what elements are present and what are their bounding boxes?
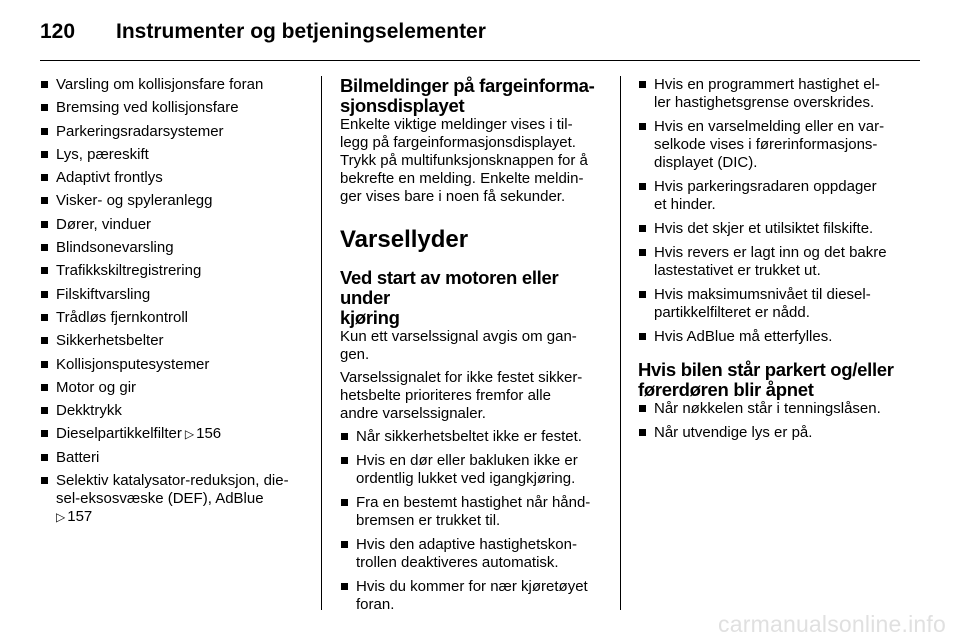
list-item: Bremsing ved kollisjonsfare xyxy=(40,99,312,117)
list-item xyxy=(340,428,608,446)
column-divider-left xyxy=(321,76,322,610)
page-ref-link[interactable]: 157 xyxy=(67,508,93,526)
list-item xyxy=(638,76,908,112)
page-header xyxy=(40,16,920,56)
text-line: Hvis det skjer et utilsiktet filskifte. xyxy=(654,220,874,237)
list-item: Sikkerhetsbelter xyxy=(40,332,312,350)
list-item: Dekktrykk xyxy=(40,402,312,420)
section-heading-messages xyxy=(340,76,608,116)
heading-line: Ved start av motoren eller under xyxy=(340,267,559,308)
katalysator-line: sel-eksosvæske (DEF), AdBlue xyxy=(56,490,264,508)
list-item: Filskiftvarsling xyxy=(40,286,312,304)
list-item xyxy=(638,118,908,172)
list-item xyxy=(340,494,608,530)
paragraph xyxy=(340,116,608,206)
list-item: Adaptivt frontlys xyxy=(40,169,312,187)
heading-line: Bilmeldinger på fargeinforma- xyxy=(340,75,595,96)
list-item: Visker- og spyleranlegg xyxy=(40,192,312,210)
page-title: Instrumenter og betjeningselementer xyxy=(116,20,486,43)
text-line: Når utvendige lys er på. xyxy=(654,424,813,441)
text-line: partikkelfilteret er nådd. xyxy=(654,304,810,321)
heading-line: Hvis bilen står parkert og/eller xyxy=(638,359,894,380)
watermark: carmanualsonline.info xyxy=(718,611,946,637)
sub-heading-parked xyxy=(638,360,908,400)
text-line: Hvis en programmert hastighet el- xyxy=(654,76,880,93)
text-line: hetsbelte prioriteres fremfor alle xyxy=(340,387,551,404)
list-item: Lys, pæreskift xyxy=(40,146,312,164)
list-item xyxy=(340,578,608,614)
sub-heading xyxy=(340,268,608,328)
text-line: et hinder. xyxy=(654,196,716,213)
list-item xyxy=(638,178,908,214)
text-line: Hvis maksimumsnivået til diesel- xyxy=(654,286,871,303)
list-item xyxy=(638,328,908,346)
list-item xyxy=(340,536,608,572)
list-item xyxy=(638,220,908,238)
list-item: Dører, vinduer xyxy=(40,216,312,234)
diesel-label: Dieselpartikkelfilter xyxy=(56,425,182,443)
text-line: Når sikkerhetsbeltet ikke er festet. xyxy=(356,428,582,445)
text-line: ger vises bare i noen få sekunder. xyxy=(340,188,566,205)
text-line: Hvis en dør eller bakluken ikke er xyxy=(356,452,578,469)
warning-list-continued xyxy=(638,76,908,346)
column-1 xyxy=(40,76,312,531)
heading-line: kjøring xyxy=(340,307,400,328)
list-item: Blindsonevarsling xyxy=(40,239,312,257)
list-item: Varsling om kollisjonsfare foran xyxy=(40,76,312,94)
list-item: Trafikkskiltregistrering xyxy=(40,262,312,280)
katalysator-line: Selektiv katalysator-reduksjon, die- xyxy=(56,472,289,490)
header-divider xyxy=(40,60,920,61)
column-3 xyxy=(638,76,908,448)
warning-list xyxy=(340,428,608,614)
text-line: ler hastighetsgrense overskrides. xyxy=(654,94,875,111)
column-divider-right xyxy=(620,76,621,610)
text-line: Hvis du kommer for nær kjøretøyet xyxy=(356,578,588,595)
list-item: Trådløs fjernkontroll xyxy=(40,309,312,327)
parked-list xyxy=(638,400,908,442)
list-item xyxy=(638,244,908,280)
list-item: Parkeringsradarsystemer xyxy=(40,123,312,141)
page-ref-link[interactable]: 156 xyxy=(196,425,222,443)
text-line: Hvis AdBlue må etterfylles. xyxy=(654,328,833,345)
text-line: lastestativet er trukket ut. xyxy=(654,262,821,279)
page-number: 120 xyxy=(40,20,76,43)
text-line: Kun ett varselssignal avgis om gan- xyxy=(340,328,577,345)
text-line: trollen deaktiveres automatisk. xyxy=(356,554,559,571)
list-item: Motor og gir xyxy=(40,379,312,397)
text-line: Trykk på multifunksjonsknappen for å xyxy=(340,152,588,169)
page-ref-arrow-icon: ▷ xyxy=(56,510,66,525)
paragraph xyxy=(340,328,608,364)
text-line: Hvis revers er lagt inn og det bakre xyxy=(654,244,887,261)
text-line: Hvis parkeringsradaren oppdager xyxy=(654,178,877,195)
list-item xyxy=(638,400,908,418)
text-line: bremsen er trukket til. xyxy=(356,512,501,529)
text-line: Når nøkkelen står i tenningslåsen. xyxy=(654,400,881,417)
text-line: Hvis en varselmelding eller en var- xyxy=(654,118,885,135)
text-line: ordentlig lukket ved igangkjøring. xyxy=(356,470,576,487)
text-line: Hvis den adaptive hastighetskon- xyxy=(356,536,577,553)
text-line: selkode vises i førerinformasjons- xyxy=(654,136,878,153)
text-line: andre varselssignaler. xyxy=(340,405,486,422)
page-ref-arrow-icon: ▷ xyxy=(184,427,195,442)
text-line: Fra en bestemt hastighet når hånd- xyxy=(356,494,591,511)
heading-line: sjonsdisplayet xyxy=(340,95,465,116)
feature-list xyxy=(40,76,312,526)
list-item: Batteri xyxy=(40,449,312,467)
text-line: Varselssignalet for ikke festet sikker- xyxy=(340,369,583,386)
text-line: legg på fargeinformasjonsdisplayet. xyxy=(340,134,576,151)
text-line: gen. xyxy=(340,346,370,363)
column-2 xyxy=(340,76,608,620)
list-item xyxy=(340,452,608,488)
heading-line: førerdøren blir åpnet xyxy=(638,379,814,400)
text-line: foran. xyxy=(356,596,395,613)
text-line: Enkelte viktige meldinger vises i til- xyxy=(340,116,573,133)
text-line: bekrefte en melding. Enkelte meldin- xyxy=(340,170,584,187)
section-title: Varsellyder xyxy=(340,226,469,253)
list-item-katalysator xyxy=(40,472,312,526)
list-item: Kollisjonsputesystemer xyxy=(40,356,312,374)
paragraph xyxy=(340,369,608,423)
list-item xyxy=(638,286,908,322)
list-item-diesel xyxy=(40,425,312,443)
list-item xyxy=(638,424,908,442)
text-line: displayet (DIC). xyxy=(654,154,758,171)
